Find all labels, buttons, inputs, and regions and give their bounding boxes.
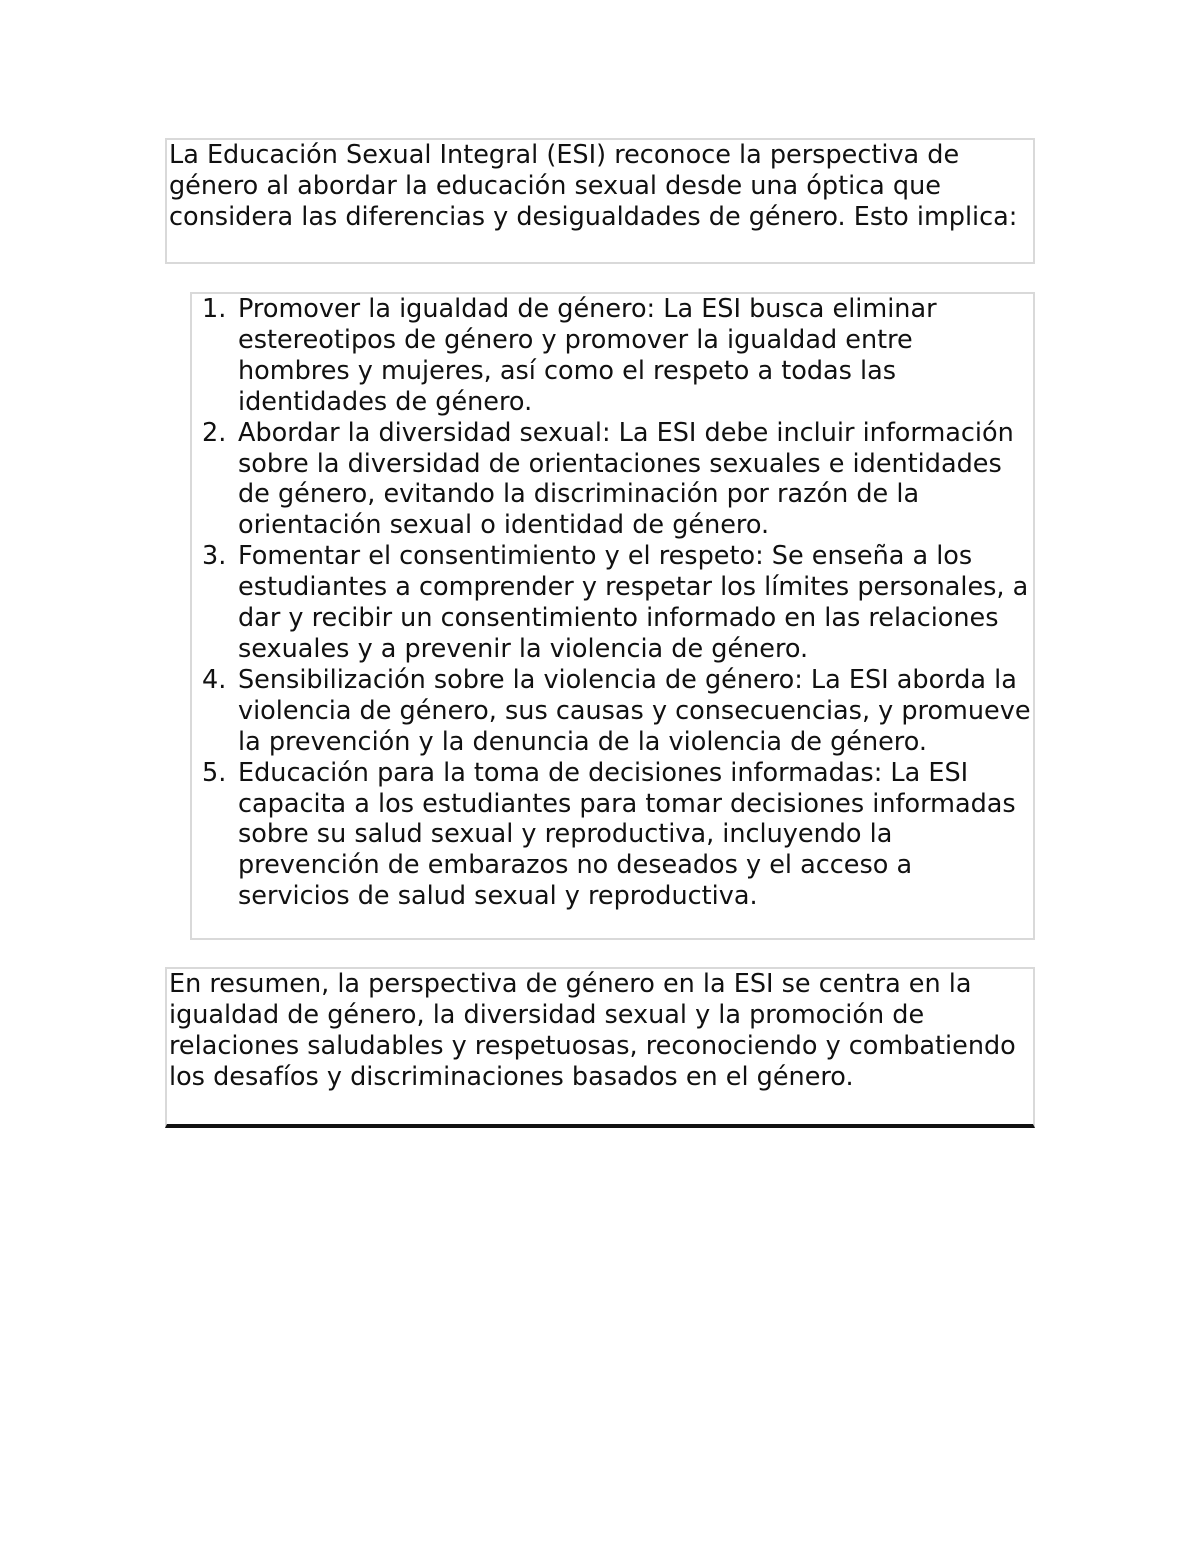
list-item-number: 3. [202,541,227,572]
list-item-number: 2. [202,417,227,448]
summary-paragraph-box [165,967,1035,1128]
list-item-text: Educación para la toma de decisiones informadas: La ESI capacita a los estudiantes para tomar decisiones informadas sobre su salud sexual y reproductiva, incluyendo la prevención de embarazos no deseados y el acceso a servicios de salud sexual y reproductiva. [238,757,1016,912]
intro-paragraph: La Educación Sexual Integral (ESI) reconoce la perspectiva de género al abordar la educación sexual desde una óptica que considera las diferencias y desigualdades de género. Esto implica: [169,140,1018,232]
summary-paragraph: En resumen, la perspectiva de género en la ESI se centra en la igualdad de género, la diversidad sexual y la promoción de relaciones saludables y respetuosas, reconociendo y combatiendo los desafíos y discriminaciones basados en el género. [169,969,1016,1092]
list-item [192,758,1033,913]
list-item-number: 4. [202,664,227,695]
list-item-text: Promover la igualdad de género: La ESI busca eliminar estereotipos de género y promover la igualdad entre hombres y mujeres, así como el respeto a todas las identidades de género. [238,294,937,417]
list-item-text: Sensibilización sobre la violencia de género: La ESI aborda la violencia de género, sus causas y consecuencias, y promueve la prevención y la denuncia de la violencia de género. [238,664,1031,757]
list-item-number: 1. [202,294,227,324]
list-item [192,418,1033,542]
list-item-text: Fomentar el consentimiento y el respeto: Se enseña a los estudiantes a comprender y respetar los límites personales, a dar y recibir un consentimiento informado en las relaciones sexuales y a prevenir la violencia de género. [238,541,1029,664]
intro-paragraph-box [165,138,1035,264]
list-item-text: Abordar la diversidad sexual: La ESI debe incluir información sobre la diversidad de orientaciones sexuales e identidades de género, evitando la discriminación por razón de la orientación sexual o identidad de género. [238,417,1014,541]
list-item-number: 5. [202,757,227,788]
implications-list-box [190,292,1035,940]
list-item [192,294,1033,418]
list-item [192,541,1033,665]
implications-list [192,294,1033,912]
list-item [192,665,1033,758]
